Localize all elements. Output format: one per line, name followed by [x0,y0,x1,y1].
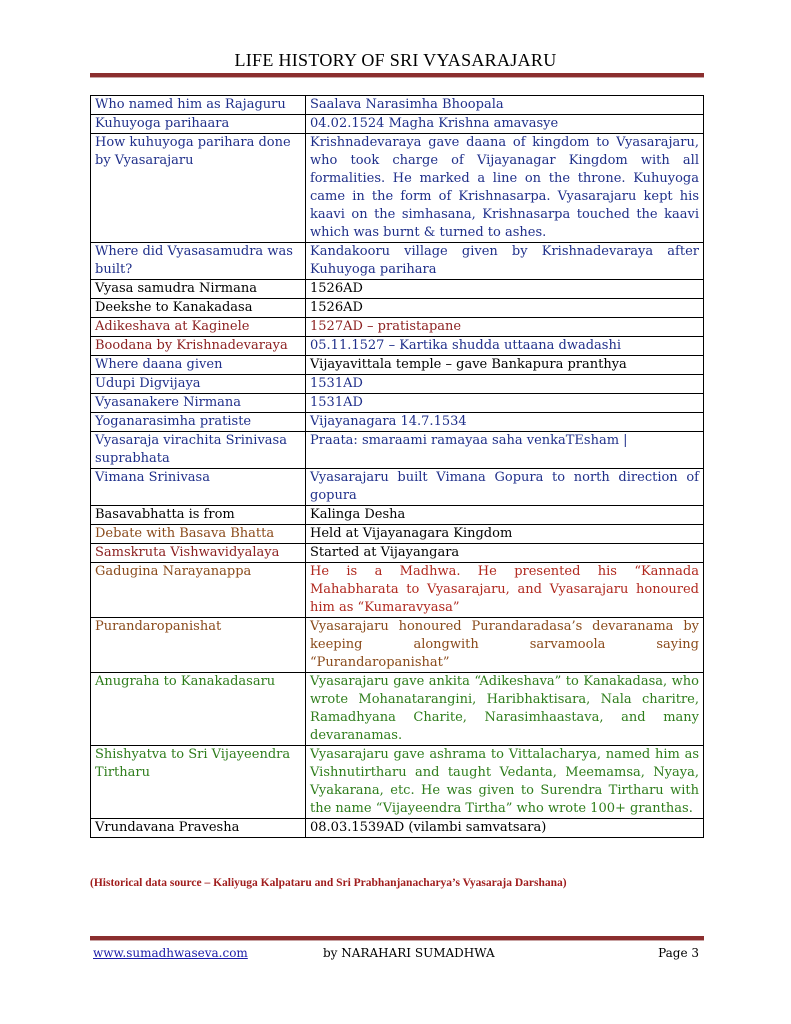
table-row [91,819,704,838]
row-topic: Shishyatva to Sri Vijayeendra Tirtharu [91,746,306,819]
row-detail: Started at Vijayangara [306,544,704,563]
row-topic: How kuhuyoga parihara done by Vyasarajaru [91,134,306,243]
row-topic: Boodana by Krishnadevaraya [91,337,306,356]
row-topic: Udupi Digvijaya [91,375,306,394]
row-detail: Krishnadevaraya gave daana of kingdom to Vyasarajaru, who took charge of Vijayanagar Kingdom with all formalities. He marked a line on the throne. Kuhuyoga came in the form of Krishnasarpa. Vyasarajaru kept his kaavi on the simhasana, Krishnasarpa touched the kaavi which was burnt & turned to ashes. [306,134,704,243]
website-link[interactable]: www.sumadhwaseva.com [93,946,248,960]
row-topic: Vyasaraja virachita Srinivasa suprabhata [91,432,306,469]
row-detail: 08.03.1539AD (vilambi samvatsara) [306,819,704,838]
facts-table [90,95,704,838]
table-row [91,280,704,299]
row-topic: Yoganarasimha pratiste [91,413,306,432]
row-detail: Vyasarajaru honoured Purandaradasa’s devaranama by keeping alongwith sarvamoola saying “Purandaropanishat” [306,618,704,673]
table-row [91,96,704,115]
row-detail: Saalava Narasimha Bhoopala [306,96,704,115]
table-row [91,318,704,337]
row-topic: Vyasa samudra Nirmana [91,280,306,299]
row-detail: 1531AD [306,375,704,394]
table-row [91,356,704,375]
row-detail: 1526AD [306,280,704,299]
table-row [91,544,704,563]
page-number: Page 3 [658,946,699,960]
table-row [91,563,704,618]
row-topic: Basavabhatta is from [91,506,306,525]
table-row [91,299,704,318]
table-row [91,413,704,432]
row-topic: Samskruta Vishwavidyalaya [91,544,306,563]
table-row [91,375,704,394]
table-row [91,746,704,819]
row-detail: Vyasarajaru gave ashrama to Vittalacharya, named him as Vishnutirtharu and taught Vedanta, Meemamsa, Nyaya, Vyakarana, etc. He was given to Surendra Tirtharu with the name “Vijayeendra Tirtha” who wrote 100+ granthas. [306,746,704,819]
row-topic: Vyasanakere Nirmana [91,394,306,413]
row-detail: Kalinga Desha [306,506,704,525]
row-topic: Gadugina Narayanappa [91,563,306,618]
table-row [91,469,704,506]
table-row [91,673,704,746]
table-row [91,432,704,469]
row-detail: 04.02.1524 Magha Krishna amavasye [306,115,704,134]
row-detail: Vyasarajaru built Vimana Gopura to north direction of gopura [306,469,704,506]
source-note: (Historical data source – Kaliyuga Kalpataru and Sri Prabhanjanacharya’s Vyasaraja Darshana) [90,877,567,889]
table-row [91,525,704,544]
header-rule [90,73,704,78]
row-detail: 1527AD – pratistapane [306,318,704,337]
table-row [91,115,704,134]
row-topic: Kuhuyoga parihaara [91,115,306,134]
row-detail: 1526AD [306,299,704,318]
row-detail: Kandakooru village given by Krishnadevaraya after Kuhuyoga parihara [306,243,704,280]
table-row [91,506,704,525]
row-topic: Where daana given [91,356,306,375]
row-detail: Vijayavittala temple – gave Bankapura pranthya [306,356,704,375]
facts-table-body [91,96,704,838]
row-topic: Vimana Srinivasa [91,469,306,506]
table-row [91,337,704,356]
footer [93,946,699,966]
table-row [91,618,704,673]
table-row [91,394,704,413]
table-row [91,243,704,280]
row-detail: Vijayanagara 14.7.1534 [306,413,704,432]
row-detail: Praata: smaraami ramayaa saha venkaTEsham | [306,432,704,469]
row-detail: 05.11.1527 – Kartika shudda uttaana dwadashi [306,337,704,356]
row-topic: Who named him as Rajaguru [91,96,306,115]
row-topic: Anugraha to Kanakadasaru [91,673,306,746]
row-topic: Purandaropanishat [91,618,306,673]
author-credit: by NARAHARI SUMADHWA [323,946,495,960]
row-detail: 1531AD [306,394,704,413]
row-topic: Adikeshava at Kaginele [91,318,306,337]
row-detail: Held at Vijayanagara Kingdom [306,525,704,544]
footer-rule [90,936,704,941]
table-row [91,134,704,243]
row-topic: Vrundavana Pravesha [91,819,306,838]
row-detail: Vyasarajaru gave ankita “Adikeshava” to Kanakadasa, who wrote Mohanatarangini, Haribhaktisara, Nala charitre, Ramadhyana Charite, Narasimhaastava, and many devaranamas. [306,673,704,746]
page-title: LIFE HISTORY OF SRI VYASARAJARU [234,50,557,70]
row-detail: He is a Madhwa. He presented his “Kannada Mahabharata to Vyasarajaru, and Vyasarajaru honoured him as “Kumaravyasa” [306,563,704,618]
row-topic: Where did Vyasasamudra was built? [91,243,306,280]
row-topic: Deekshe to Kanakadasa [91,299,306,318]
row-topic: Debate with Basava Bhatta [91,525,306,544]
